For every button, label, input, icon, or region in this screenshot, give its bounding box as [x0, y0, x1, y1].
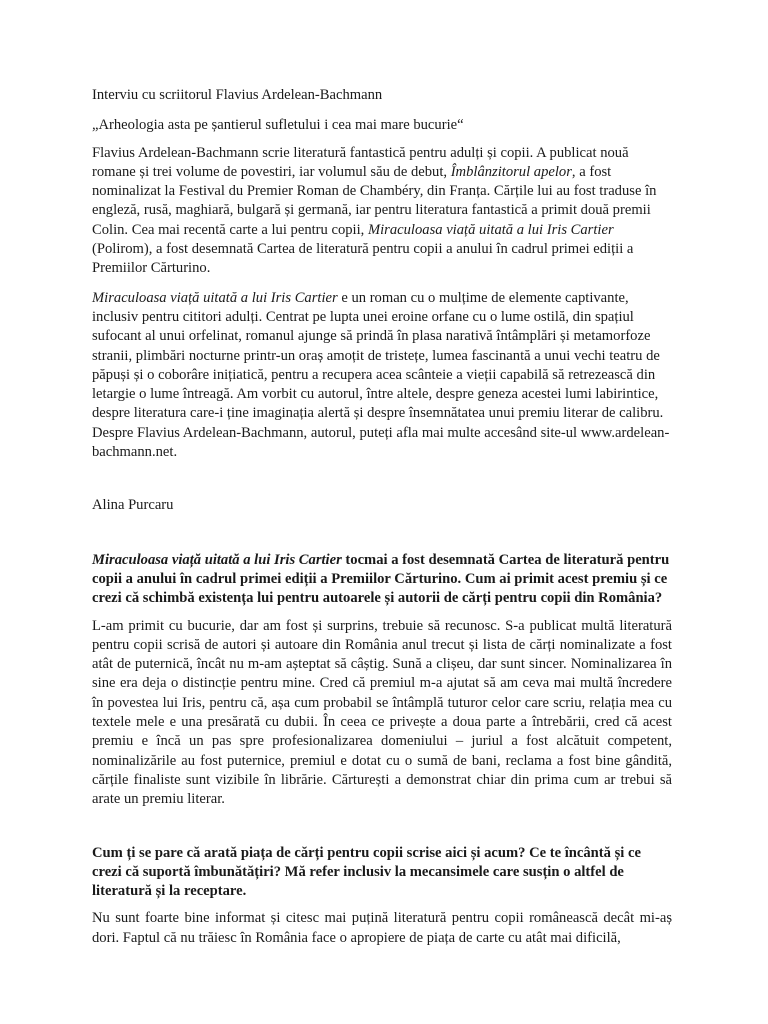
intro1-text-2: , a fost nominalizat la Festival du Premier Roman de Chambéry, din Franța. Cărțile lui au fost traduse în engleză, rusă, maghiară, bulgară și germană, iar pentru literatura fantastică a primit două premii Colin. Cea mai recentă carte a lui pentru copii,: [92, 163, 657, 238]
intro-paragraph-2: [92, 289, 672, 463]
question-1: [92, 551, 672, 609]
intro1-book-title-1: Îmblânzitorul apelor: [450, 163, 572, 180]
document-subtitle: „Arheologia asta pe șantierul sufletului i cea mai mare bucurie“: [92, 117, 464, 134]
intro1-text-3: (Polirom), a fost desemnată Cartea de literatură pentru copii a anului în cadrul primei ediții a Premiilor Cărturino.: [92, 241, 634, 277]
intro-paragraph-1: [92, 144, 672, 279]
intro2-text: e un roman cu o mulțime de elemente captivante, inclusiv pentru cititori adulți. Centrat pe lupta unei eroine orfane cu o lume ostilă, din spațiul sufocant al unui orfelinat, romanul ajunge să prindă în plasa narativă întâmplări și metamorfoze stranii, plimbări nocturne printr-un oraș amoțit de tristețe, lumea fascinantă a unui vechi teatru de păpuși și o coborâre inițiatică, pentru a recupera acea scânteie a vieții capabilă să retrezească din letargie o lume întreagă. Am vorbit cu autorul, între altele, despre geneza acestei lumi labirintice, despre literatura care-i ține imaginația alertă și despre însemnătatea unui premiu literar de calibru. Despre Flavius Ardelean-Bachmann, autorul, puteți afla mai multe accesând site-ul www.ardelean-bachmann.net.: [92, 289, 670, 461]
document-page: [92, 86, 672, 948]
answer-1: L-am primit cu bucurie, dar am fost și surprins, trebuie să recunosc. S-a publicat multă literatură pentru copii scrisă de autori și autoare din România anul trecut și lista de cărți nominalizate a fost atât de puternică, încât nu m-am așteptat să câștig. Sună a clișeu, dar sunt sincer. Nominalizarea în sine era deja o distincție pentru mine. Cred că premiul m-a ajutat să am ceva mai multă încredere în povestea lui Iris, pentru că, așa cum probabil se întâmplă tuturor celor care scriu, relația mea cu textele mele e una presărată cu dubii. În ceea ce privește a doua parte a întrebării, cred că acest premiu e încă un pas spre profesionalizarea domeniului – juriul a fost alcătuit competent, nominalizările au fost puternice, premiul e dotat cu o sumă de bani, reclama a fost bine gândită, cărțile finaliste sunt vizibile în librărie. Cărturești a demonstrat chiar din prima cum ar trebui să arate un premiu literar.: [92, 617, 672, 808]
intro1-text-1: Flavius Ardelean-Bachmann scrie literatură fantastică pentru adulți și copii. A publicat nouă romane și trei volume de povestiri, iar volumul său de debut,: [92, 144, 629, 180]
q1-text: tocmai a fost desemnată Cartea de literatură pentru copii a anului în cadrul primei ediții a Premiilor Cărturino. Cum ai primit acest premiu și ce crezi că schimbă existența lui pentru autoarele și autorii de cărți pentru copii din România?: [92, 551, 670, 607]
q1-book-title: Miraculoasa viață uitată a lui Iris Cartier: [92, 551, 342, 568]
document-title: Interviu cu scriitorul Flavius Ardelean-Bachmann: [92, 87, 383, 103]
intro2-book-title: Miraculoasa viață uitată a lui Iris Cartier: [92, 289, 338, 306]
intro1-book-title-2: Miraculoasa viață uitată a lui Iris Cartier: [367, 221, 614, 238]
question-2: Cum ți se pare că arată piața de cărți pentru copii scrise aici și acum? Ce te încântă și ce crezi că suportă îmbunătățiri? Mă refer inclusiv la mecansimele care susțin o altfel de literatură și la receptare.: [92, 844, 641, 900]
answer-2: Nu sunt foarte bine informat și citesc mai puțină literatură pentru copii românească decât mi-aș dori. Faptul că nu trăiesc în România face o apropiere de piața de carte cu atât mai dificilă,: [92, 910, 672, 946]
interviewer-name: Alina Purcaru: [92, 497, 174, 514]
